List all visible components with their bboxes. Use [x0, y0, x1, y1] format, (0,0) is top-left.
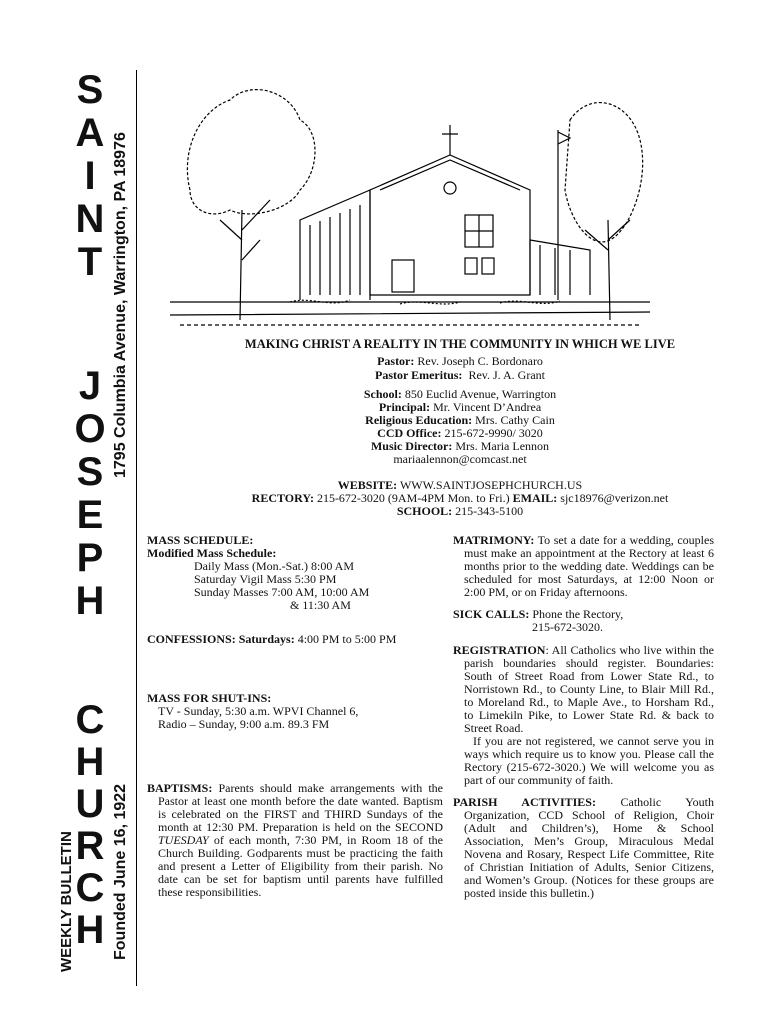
- church-address: 1795 Columbia Avenue, Warrington, PA 18976: [112, 132, 129, 478]
- weekly-bulletin-label: WEEKLY BULLETIN: [58, 831, 75, 972]
- rectory-label: RECTORY:: [251, 491, 314, 505]
- modified-schedule-title: Modified Mass Schedule:: [147, 546, 277, 560]
- letter: O: [74, 407, 106, 451]
- registration-text: : All Catholics who live within the parish boundaries should register. Boundaries: South of Street Road from Lower State Rd., to Norristown Rd., to County Line, to Blair Mill Rd., to Moreland Rd., to Maple Ave., to Horsham Rd., to Limekiln Pike, to Lower State Rd. & back to Street Road.: [464, 643, 714, 735]
- letter: H: [75, 579, 105, 623]
- religious-ed-label: Religious Education:: [365, 413, 473, 427]
- pastor-emeritus-label: Pastor Emeritus:: [375, 368, 463, 382]
- divider-line: [136, 70, 137, 986]
- rectory-phone: 215-672-3020 (9AM-4PM Mon. to Fri.): [316, 491, 510, 505]
- parish-activities-section: [453, 796, 714, 900]
- letter: C: [75, 866, 105, 910]
- ccd-phone: 215-672-9990/ 3020: [444, 426, 543, 440]
- letter: T: [77, 240, 103, 284]
- baptisms-text-2: of each month, 7:30 PM, in Room 18 of the Church Building. Godparents must be practicing the faith and present a Letter of Eligibility from their parish. No date can be set for baptism until parents have fulfilled these responsibilities.: [158, 833, 443, 899]
- letter: A: [75, 111, 105, 155]
- church-illustration: [170, 70, 650, 330]
- pastor-name: Rev. Joseph C. Bordonaro: [417, 354, 543, 368]
- religious-ed-name: Mrs. Cathy Cain: [475, 413, 555, 427]
- music-director-name: Mrs. Maria Lennon: [455, 439, 550, 453]
- principal-label: Principal:: [378, 400, 431, 414]
- daily-mass: Daily Mass (Mon.-Sat.) 8:00 AM: [194, 559, 354, 573]
- letter: R: [75, 824, 105, 868]
- header-block: [150, 337, 770, 518]
- sunday-mass: Sunday Masses 7:00 AM, 10:00 AM: [194, 585, 370, 599]
- letter: S: [76, 68, 104, 112]
- baptisms-section: [147, 782, 443, 899]
- music-label: Music Director:: [370, 439, 453, 453]
- right-column: [453, 534, 714, 900]
- letter: E: [76, 493, 104, 537]
- letter: P: [76, 536, 104, 580]
- baptisms-label: BAPTISMS:: [147, 781, 213, 795]
- motto: MAKING CHRIST A REALITY IN THE COMMUNITY IN WHICH WE LIVE: [244, 337, 676, 351]
- matrimony-section: [453, 534, 714, 599]
- letter: H: [75, 908, 105, 952]
- school-label: School:: [363, 387, 402, 401]
- email-label: EMAIL:: [512, 491, 558, 505]
- matrimony-text: To set a date for a wedding, couples must make an appointment at the Rectory at least 6 months prior to the wedding date. Weddings can be scheduled for most Saturdays, at 12:00 Noon or 2:00 PM, or on Friday afternoons.: [464, 533, 714, 599]
- shutins-title: MASS FOR SHUT-INS:: [147, 691, 272, 705]
- clergy: [150, 354, 770, 382]
- parish-activities-label: PARISH ACTIVITIES:: [453, 795, 596, 809]
- radio-mass: Radio – Sunday, 9:00 a.m. 89.3 FM: [158, 717, 330, 731]
- letter: U: [75, 782, 105, 826]
- registration-label: REGISTRATION: [453, 643, 546, 657]
- school-phone: 215-343-5100: [455, 504, 524, 518]
- letter: N: [75, 197, 105, 241]
- email-link[interactable]: sjc18976@verizon.net: [560, 491, 669, 505]
- baptisms-text-1: Parents should make arrangements with the Pastor at least one month before the date wanted. Baptism is celebrated on the FIRST and THIRD Sundays of the month at 12:30 PM. Preparation is held on the SECOND: [158, 781, 443, 834]
- sick-calls-label: SICK CALLS:: [453, 607, 530, 621]
- sick-calls-text: Phone the Rectory,: [532, 607, 624, 621]
- letter: C: [75, 698, 105, 742]
- pastor-label: Pastor:: [377, 354, 415, 368]
- registration-text-2: If you are not registered, we cannot serve you in ways which require us to know you. Please call the Rectory (215-672-3020.) We will welcome you as part of our community of faith.: [464, 734, 714, 787]
- letter: S: [76, 450, 104, 494]
- contacts: [150, 479, 770, 518]
- vigil-mass: Saturday Vigil Mass 5:30 PM: [194, 572, 337, 586]
- letter: I: [84, 154, 96, 198]
- matrimony-label: MATRIMONY:: [453, 533, 535, 547]
- pastor-emeritus-name: Rev. J. A. Grant: [468, 368, 545, 382]
- left-column: [147, 534, 443, 899]
- staff: [150, 388, 770, 466]
- confessions-label: CONFESSIONS: Saturdays:: [147, 632, 295, 646]
- school-address: 850 Euclid Avenue, Warrington: [404, 387, 557, 401]
- school-phone-label: SCHOOL:: [396, 504, 453, 518]
- mass-schedule-title: MASS SCHEDULE:: [147, 533, 254, 547]
- principal-name: Mr. Vincent D’Andrea: [433, 400, 542, 414]
- website-label: WEBSITE:: [337, 478, 398, 492]
- tv-mass: TV - Sunday, 5:30 a.m. WPVI Channel 6,: [158, 704, 359, 718]
- ccd-label: CCD Office:: [377, 426, 442, 440]
- baptisms-tuesday: TUESDAY: [158, 833, 209, 847]
- founded-date: Founded June 16, 1922: [112, 783, 129, 960]
- sunday-mass-extra: & 11:30 AM: [290, 598, 351, 612]
- parish-activities-text: Catholic Youth Organization, CCD School of Religion, Choir (Adult and Children’s), Home & School Association, Men’s Group, Miraculous Medal Novena and Rosary, Respect Life Committee, Rite of Christian Initiation of Adults, Senior Citizens, and Women’s Group. (Notices for these groups are posted inside this bulletin.): [464, 795, 714, 900]
- website-link[interactable]: WWW.SAINTJOSEPHCHURCH.US: [399, 478, 583, 492]
- letter: J: [78, 364, 102, 408]
- confessions-time: 4:00 PM to 5:00 PM: [297, 632, 397, 646]
- letter: H: [75, 740, 105, 784]
- sick-calls-phone: 215-672-3020.: [532, 620, 603, 634]
- registration-section: [453, 644, 714, 735]
- music-email[interactable]: mariaalennon@comcast.net: [393, 452, 527, 466]
